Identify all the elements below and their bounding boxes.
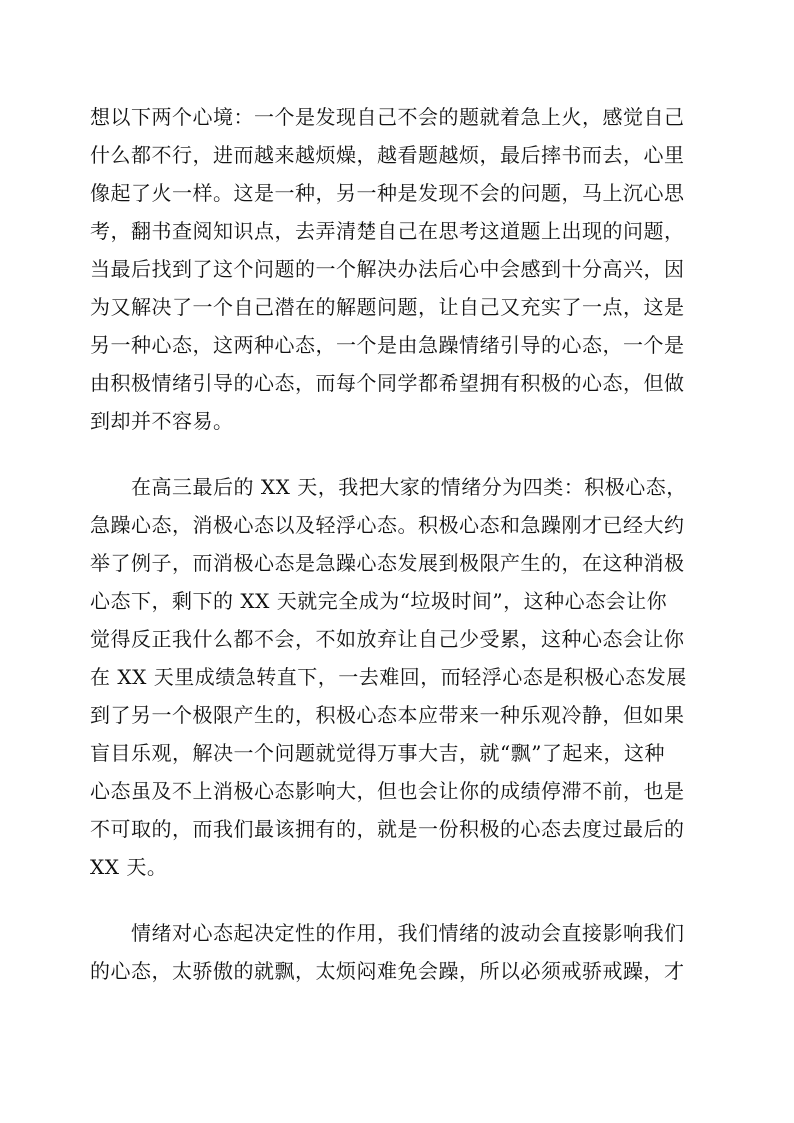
text-line: 到了另一个极限产生的，积极心态本应带来一种乐观冷静，但如果 <box>90 703 685 727</box>
text-line: 在 XX 天里成绩急转直下，一去难回，而轻浮心态是积极心态发展 <box>90 665 687 689</box>
text-line: 考，翻书查阅知识点，去弄清楚自己在思考这道题上出现的问题， <box>90 219 685 243</box>
text-line: 像起了火一样。这是一种，另一种是发现不会的问题，马上沉心思 <box>90 181 685 205</box>
paragraph-first-line: 情绪对心态起决定性的作用，我们情绪的波动会直接影响我们 <box>131 921 685 945</box>
text-line: 不可取的，而我们最该拥有的，就是一份积极的心态去度过最后的 <box>90 817 685 841</box>
text-line: 由积极情绪引导的心态，而每个同学都希望拥有积极的心态，但做 <box>90 371 685 395</box>
text-line: 举了例子，而消极心态是急躁心态发展到极限产生的，在这种消极 <box>90 551 685 575</box>
text-line: 急躁心态，消极心态以及轻浮心态。积极心态和急躁刚才已经大约 <box>90 513 685 537</box>
text-line: 觉得反正我什么都不会，不如放弃让自己少受累，这种心态会让你 <box>90 627 685 651</box>
text-line: 的心态，太骄傲的就飘，太烦闷难免会躁，所以必须戒骄戒躁，才 <box>90 959 685 983</box>
text-line: 当最后找到了这个问题的一个解决办法后心中会感到十分高兴，因 <box>90 257 685 281</box>
text-line: 心态下，剩下的 XX 天就完全成为“垃圾时间”，这种心态会让你 <box>90 589 668 613</box>
text-line: 为又解决了一个自己潜在的解题问题，让自己又充实了一点，这是 <box>90 295 685 319</box>
paragraph-first-line: 在高三最后的 XX 天，我把大家的情绪分为四类：积极心态， <box>131 475 687 499</box>
text-line: 到却并不容易。 <box>90 409 234 433</box>
text-line: 盲目乐观，解决一个问题就觉得万事大吉，就“飘”了起来，这种 <box>90 741 665 765</box>
text-line: 什么都不行，进而越来越烦燥，越看题越烦，最后摔书而去，心里 <box>90 143 685 167</box>
text-line: XX 天。 <box>90 855 168 879</box>
text-line: 另一种心态，这两种心态，一个是由急躁情绪引导的心态，一个是 <box>90 333 685 357</box>
text-line: 想以下两个心境：一个是发现自己不会的题就着急上火，感觉自己 <box>90 105 685 129</box>
text-line: 心态虽及不上消极心态影响大，但也会让你的成绩停滞不前，也是 <box>90 779 685 803</box>
